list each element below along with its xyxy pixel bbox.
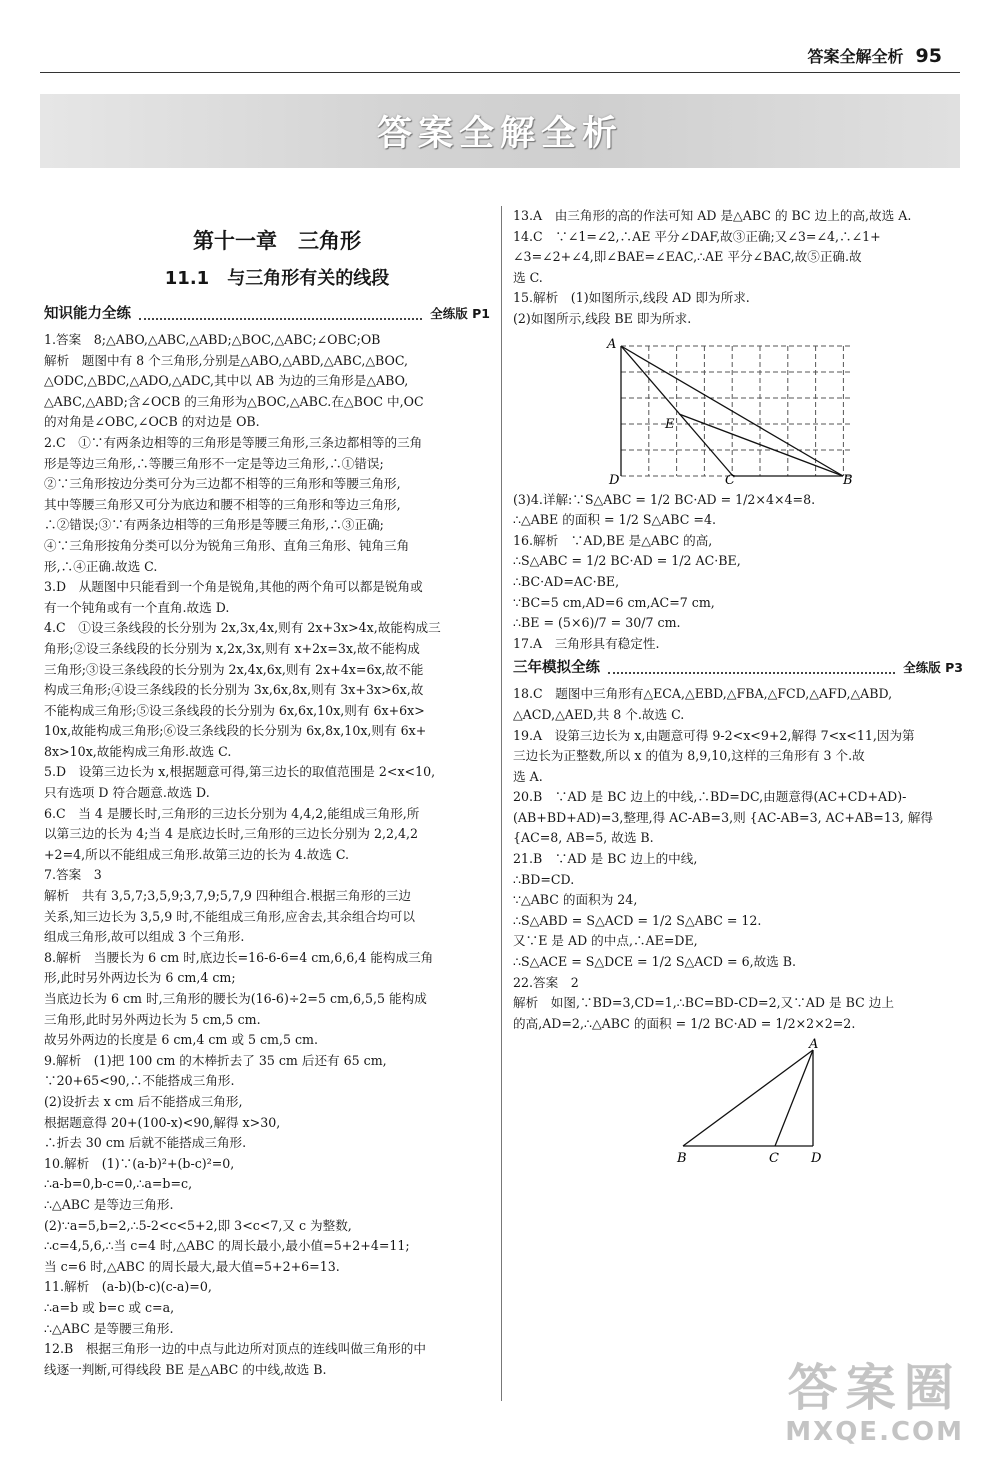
answer-line: 18.C 题图中三角形有△ECA,△EBD,△FBA,△FCD,△AFD,△ABD, (513, 686, 893, 702)
answer-line: 20.B ∵AD 是 BC 边上的中线,∴BD=DC,由题意得(AC+CD+AD)- (513, 789, 907, 805)
answer-line: ④∵三角形按角分类可以分为锐角三角形、直角三角形、钝角三角 (44, 537, 410, 553)
answer-line: 8.解析 当腰长为 6 cm 时,底边长=16-6-6=4 cm,6,6,4 能构成三角 (44, 949, 434, 965)
answer-line: 三角形;③设三条线段的长分别为 2x,4x,6x,则有 2x+4x=6x,故不能 (44, 661, 424, 677)
answer-line: △ABC,△ABD;含∠OCB 的三角形为△BOC,△ABC.在△BOC 中,OC (44, 393, 424, 409)
running-header (808, 44, 942, 67)
answer-line: 15.解析 (1)如图所示,线段 AD 即为所求. (513, 290, 750, 306)
answer-line: ∵BC=5 cm,AD=6 cm,AC=7 cm, (513, 594, 715, 610)
left-column (44, 224, 490, 1380)
right-answer-list-top (513, 206, 963, 330)
answer-line: 6.C 当 4 是腰长时,三角形的三边长分别为 4,4,2,能组成三角形,所 (44, 805, 420, 821)
answer-line: 13.A 由三角形的高的作法可知 AD 是△ABC 的 BC 边上的高,故选 A. (513, 208, 912, 223)
answer-line: ②∵三角形按边分类可分为三边都不相等的三角形和等腰三角形, (44, 476, 401, 492)
answer-line: ∴c=4,5,6,∴当 c=4 时,△ABC 的周长最小,最小值=5+2+4=11; (44, 1238, 410, 1254)
label-d: D (609, 472, 620, 486)
segment-be (679, 414, 843, 476)
answer-line: ∴△ABE 的面积 = 1/2 S△ABC =4. (513, 512, 716, 528)
answer-line: 关系,知三边长为 3,5,9 时,不能组成三角形,应舍去,其余组合均可以 (44, 908, 415, 924)
answer-line: 形,∴④正确.故选 C. (44, 558, 158, 574)
watermark (785, 1359, 964, 1447)
answer-line: 有一个钝角或有一个直角.故选 D. (44, 599, 230, 615)
answer-line: ∴a=b 或 b=c 或 c=a, (44, 1299, 175, 1315)
section-title: 11.1 与三角形有关的线段 (164, 268, 390, 289)
answer-line: 线逐一判断,可得线段 BE 是△ABC 的中线,故选 B. (44, 1361, 327, 1377)
answer-line: 解析 如图,∵BD=3,CD=1,∴BC=BD-CD=2,又∵AD 是 BC 边上 (513, 995, 894, 1011)
answer-line: 11.解析 (a-b)(b-c)(c-a)=0, (44, 1279, 212, 1295)
answer-line: (2)∵a=5,b=2,∴5-2<c<5+2,即 3<c<7,又 c 为整数, (44, 1217, 352, 1233)
answer-line: ∴S△ABD = S△ACD = 1/2 S△ABC = 12. (513, 912, 762, 928)
watermark-url: MXQE.COM (785, 1417, 964, 1447)
answer-line: 根据题意得 20+(100-x)<90,解得 x>30, (44, 1114, 281, 1130)
answer-line: 又∵E 是 AD 的中点,∴AE=DE, (513, 933, 698, 949)
label-c: C (725, 472, 735, 486)
answer-line: 三角形,此时另外两边长为 5 cm,5 cm. (44, 1011, 261, 1027)
answer-line: 选 C. (513, 269, 543, 285)
answer-line: 角形;②设三条线段的长分别为 x,2x,3x,则有 x+2x=3x,故不能构成 (44, 640, 420, 656)
answer-line: (2)设折去 x cm 后不能搭成三角形, (44, 1093, 243, 1109)
column-divider (501, 206, 502, 1401)
right-answer-list-mid (513, 490, 963, 655)
answer-line: 组成三角形,故可以组成 3 个三角形. (44, 929, 245, 945)
answer-line: 的对角是∠OBC,∠OCB 的对边是 OB. (44, 414, 260, 430)
bar-label: 知识能力全练 (44, 306, 131, 322)
answer-line: ∴BE = (5×6)/7 = 30/7 cm. (513, 615, 681, 631)
answer-line: ∴S△ABC = 1/2 BC·AD = 1/2 AC·BE, (513, 553, 741, 569)
header-title: 答案全解全析 (807, 47, 904, 66)
banner-title: 答案全解全析 (376, 114, 623, 154)
answer-line: 2.C ①∵有两条边相等的三角形是等腰三角形,三条边都相等的三角 (44, 434, 423, 450)
bar-label: 三年模拟全练 (513, 660, 600, 677)
answer-line: 12.B 根据三角形一边的中点与此边所对顶点的连线叫做三角形的中 (44, 1341, 426, 1357)
answer-line: ∴△ABC 是等边三角形. (44, 1196, 174, 1212)
answer-line: 当底边长为 6 cm 时,三角形的腰长为(16-6)÷2=5 cm,6,5,5 能构成 (44, 991, 427, 1006)
right-answer-list-bottom (513, 684, 963, 1034)
answer-line: (AB+BD+AD)=3,整理,得 AC-AB=3,则 {AC-AB=3, AC+AB=13, 解得 (513, 809, 934, 825)
answer-line: 形是等边三角形,∴等腰三角形不一定是等边三角形,∴①错误; (44, 455, 384, 471)
answer-line: ∴BC·AD=AC·BE, (513, 573, 620, 589)
header-rule (40, 72, 960, 73)
answer-line: ∠3=∠2+∠4,即∠BAE=∠EAC,∴AE 平分∠BAC,故⑤正确.故 (513, 249, 862, 265)
section-bar-three-year (513, 656, 963, 680)
answer-line: ∴S△ACE = S△DCE = 1/2 S△ACD = 6,故选 B. (513, 954, 797, 970)
answer-line: 以第三边的长为 4;当 4 是底边长时,三角形的三边长分别为 2,2,4,2 (44, 826, 418, 842)
answer-line: 3.D 从题图中只能看到一个角是锐角,其他的两个角可以都是锐角或 (44, 579, 423, 595)
answer-line: {AC=8, AB=5, 故选 B. (513, 830, 654, 846)
section-bar-knowledge (44, 302, 490, 326)
answer-line: 8x>10x,故能构成三角形.故选 C. (44, 743, 232, 759)
label-e: E (665, 416, 675, 432)
answer-line: 14.C ∵∠1=∠2,∴AE 平分∠DAF,故③正确;又∠3=∠4,∴∠1+ (513, 228, 881, 244)
answer-line: 的高,AD=2,∴△ABC 的面积 = 1/2 BC·AD = 1/2×2×2=2. (513, 1015, 856, 1031)
bar-ref: 全练版 P3 (903, 660, 963, 676)
title-banner (40, 94, 960, 168)
answer-line: 7.答案 3 (44, 867, 102, 883)
answer-line: 16.解析 ∵AD,BE 是△ABC 的高, (513, 532, 713, 548)
answer-line: 只有选项 D 符合题意.故选 D. (44, 785, 210, 801)
answer-line: ∴a-b=0,b-c=0,∴a=b=c, (44, 1176, 193, 1192)
answer-line: ∴折去 30 cm 后就不能搭成三角形. (44, 1135, 247, 1151)
answer-line: 解析 共有 3,5,7;3,5,9;3,7,9;5,7,9 四种组合.根据三角形的三边 (44, 888, 412, 904)
answer-line: (3)4.详解:∵S△ABC = 1/2 BC·AD = 1/2×4×4=8. (513, 491, 816, 507)
answer-line: 1.答案 8;△ABO,△ABC,△ABD;△BOC,△ABC;∠OBC;OB (44, 332, 381, 347)
page-number: 95 (915, 45, 942, 67)
label-a: A (809, 1038, 819, 1053)
answer-line: 选 A. (513, 768, 543, 784)
answer-line: ∵20+65<90,∴不能搭成三角形. (44, 1073, 235, 1089)
answer-line: 解析 题图中有 8 个三角形,分别是△ABO,△ABD,△ABC,△BOC, (44, 352, 409, 368)
answer-line: 21.B ∵AD 是 BC 边上的中线, (513, 851, 698, 867)
chapter-title: 第十一章 三角形 (193, 229, 361, 253)
answer-line: 17.A 三角形具有稳定性. (513, 635, 660, 651)
label-c: C (769, 1151, 779, 1167)
answer-line: 构成三角形;④设三条线段的长分别为 3x,6x,8x,则有 3x+3x>6x,故 (44, 682, 424, 698)
answer-line: (2)如图所示,线段 BE 即为所求. (513, 310, 692, 326)
left-answer-list (44, 330, 490, 1380)
answer-line: +2=4,所以不能组成三角形.故第三边的长为 4.故选 C. (44, 846, 350, 862)
dotted-leader (139, 308, 422, 320)
answer-line: 5.D 设第三边长为 x,根据题意可得,第三边长的取值范围是 2<x<10, (44, 764, 436, 780)
answer-line: 9.解析 (1)把 100 cm 的木棒折去了 35 cm 后还有 65 cm, (44, 1052, 387, 1068)
grid-figure (593, 336, 853, 486)
answer-line: 不能构成三角形;⑤设三条线段的长分别为 6x,6x,10x,则有 6x+6x> (44, 702, 425, 718)
label-d: D (811, 1151, 822, 1167)
answer-line: 当 c=6 时,△ABC 的周长最大,最大值=5+2+6=13. (44, 1258, 340, 1274)
answer-line: 10.解析 (1)∵(a-b)²+(b-c)²=0, (44, 1155, 235, 1171)
answer-line: 故另外两边的长度是 6 cm,4 cm 或 5 cm,5 cm. (44, 1032, 319, 1048)
answer-line: ∴②错误;③∵有两条边相等的三角形是等腰三角形,∴③正确; (44, 517, 384, 533)
triangle-figure (663, 1038, 833, 1168)
answer-line: ∴BD=CD. (513, 871, 575, 887)
label-b: B (843, 472, 853, 486)
label-b: B (677, 1151, 687, 1167)
watermark-text: 答案圈 (787, 1359, 962, 1417)
answer-line: 19.A 设第三边长为 x,由题意可得 9-2<x<9+2,解得 7<x<11,因为第 (513, 727, 915, 743)
answer-line: △ODC,△BDC,△ADO,△ADC,其中以 AB 为边的三角形是△ABO, (44, 373, 409, 389)
answer-line: ∴△ABC 是等腰三角形. (44, 1320, 174, 1336)
bar-ref: 全练版 P1 (430, 306, 490, 321)
answer-line: 形,此时另外两边长为 6 cm,4 cm; (44, 970, 236, 986)
answer-line: ∵△ABC 的面积为 24, (513, 892, 638, 908)
answer-line: 其中等腰三角形又可分为底边和腰不相等的三角形和等边三角形, (44, 496, 401, 512)
label-a: A (607, 336, 617, 352)
answer-line: 4.C ①设三条线段的长分别为 2x,3x,4x,则有 2x+3x>4x,故能构成三 (44, 620, 441, 636)
dotted-leader (608, 662, 895, 674)
right-column (513, 206, 963, 1168)
answer-line: 10x,故能构成三角形;⑥设三条线段的长分别为 6x,8x,10x,则有 6x+ (44, 723, 427, 739)
answer-line: △ACD,△AED,共 8 个.故选 C. (513, 706, 685, 722)
answer-line: 22.答案 2 (513, 974, 579, 990)
answer-line: 三边长为正整数,所以 x 的值为 8,9,10,这样的三角形有 3 个.故 (513, 748, 865, 764)
